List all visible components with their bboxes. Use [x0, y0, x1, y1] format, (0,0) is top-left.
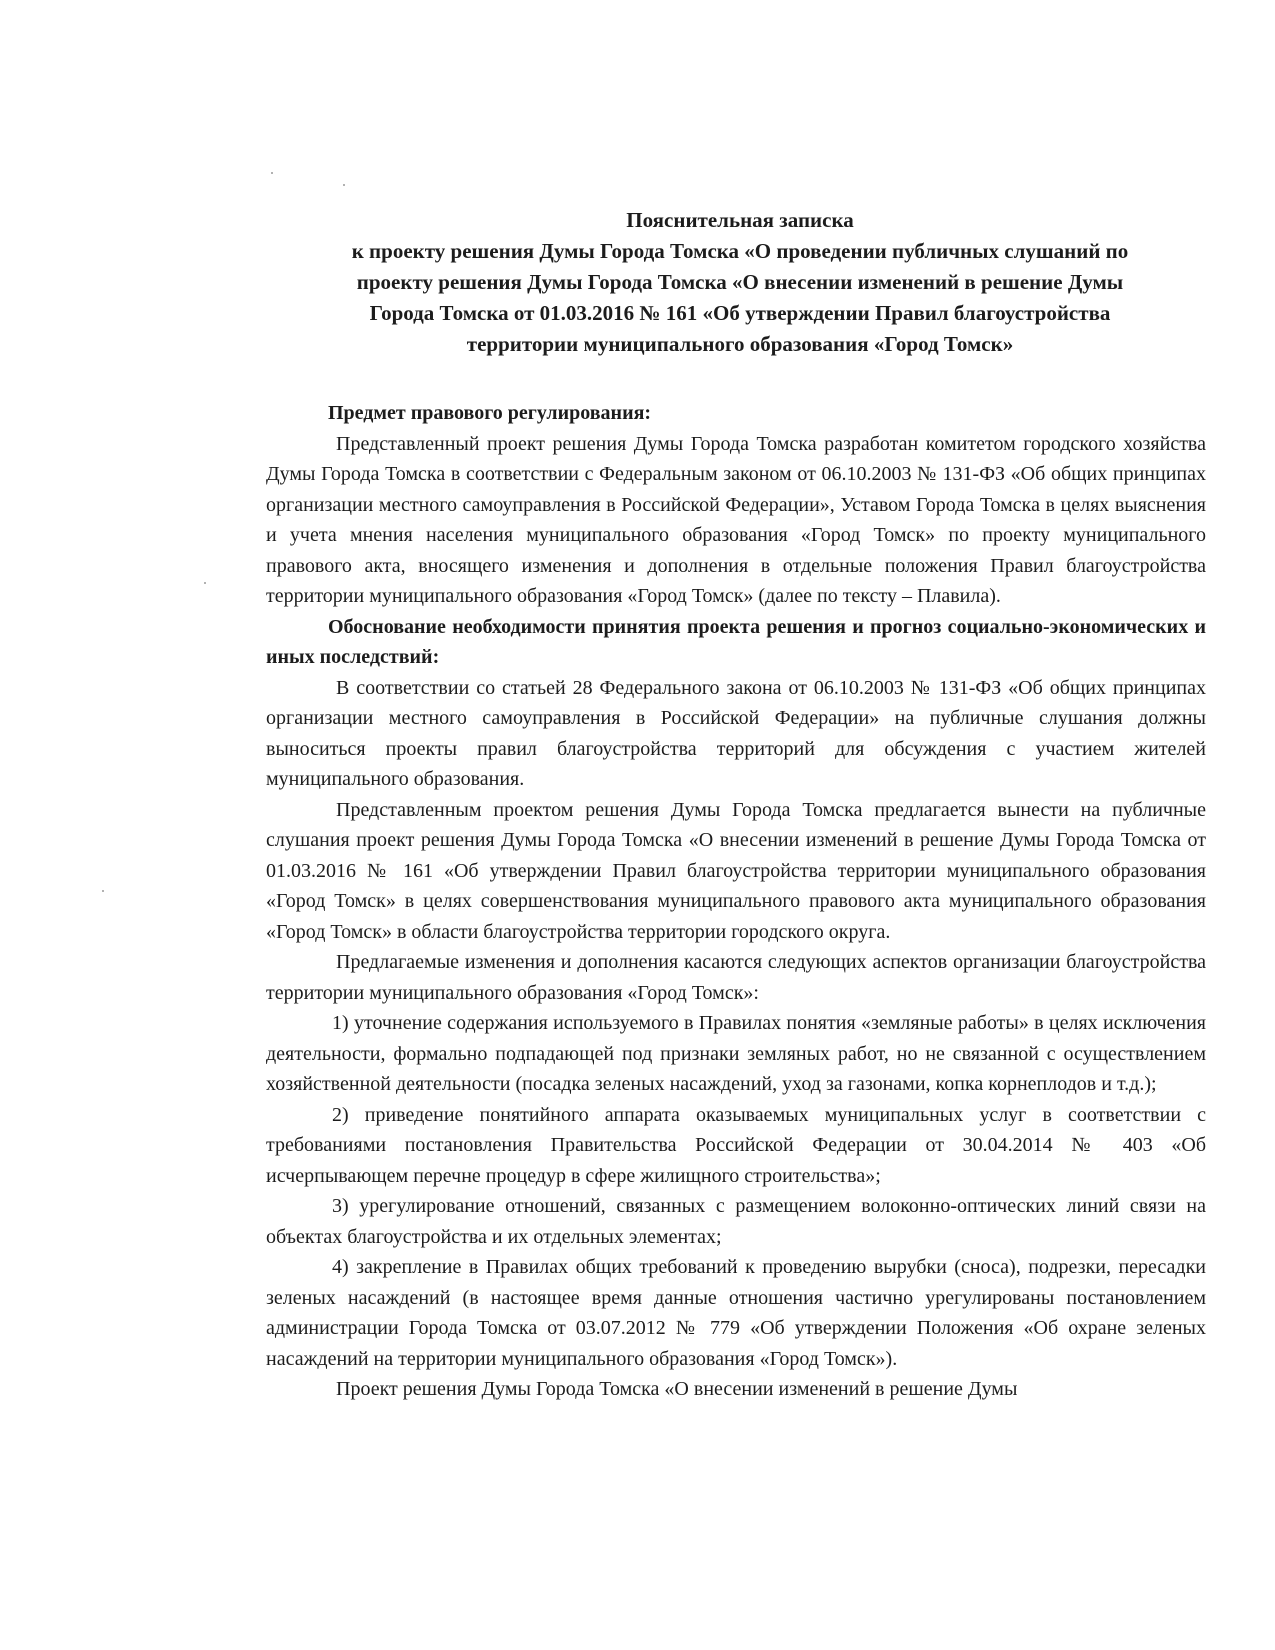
scan-speck	[102, 890, 104, 892]
paragraph: Предлагаемые изменения и дополнения касаются следующих аспектов организации благоустройства территории муниципального образования «Город Томск»:	[266, 951, 1206, 1004]
section-heading: Предмет правового регулирования:	[328, 402, 652, 424]
list-item: 4) закрепление в Правилах общих требований к проведению вырубки (сноса), подрезки, пересадки зеленых насаждений (в настоящее время данные отношения частично урегулированы постановлением администрации Города Томска от 03.07.2012 № 779 «Об утверждении Положения «Об охране зеленых насаждений на территории муниципального образования «Город Томск»).	[266, 1256, 1206, 1370]
title-line: к проекту решения Думы Города Томска «О проведении публичных слушаний по	[351, 239, 1129, 263]
title-line: Пояснительная записка	[626, 208, 854, 232]
document-title	[280, 205, 1200, 360]
scan-speck	[271, 172, 273, 174]
list-item: 3) урегулирование отношений, связанных с размещением волоконно-оптических линий связи на объектах благоустройства и их отдельных элементах;	[266, 1195, 1206, 1248]
list-item: 2) приведение понятийного аппарата оказываемых муниципальных услуг в соответствии с требованиями постановления Правительства Российской Федерации от 30.04.2014 № 403 «Об исчерпывающем перечне процедур в сфере жилищного строительства»;	[266, 1103, 1206, 1187]
section-heading: Обоснование необходимости принятия проекта решения и прогноз социально-экономических и иных последствий:	[266, 615, 1206, 668]
title-line: Города Томска от 01.03.2016 № 161 «Об утверждении Правил благоустройства	[369, 301, 1111, 325]
paragraph: В соответствии со статьей 28 Федерального закона от 06.10.2003 № 131-ФЗ «Об общих принципах организации местного самоуправления в Российской Федерации» на публичные слушания должны выноситься проекты правил благоустройства территорий для обсуждения с участием жителей муниципального образования.	[266, 676, 1206, 790]
list-item: 1) уточнение содержания используемого в Правилах понятия «земляные работы» в целях исключения деятельности, формально подпадающей под признаки земляных работ, но не связанной с осуществлением хозяйственной деятельности (посадка зеленых насаждений, уход за газонами, копка корнеплодов и т.д.);	[266, 1012, 1206, 1095]
scan-speck	[204, 582, 206, 584]
paragraph: Проект решения Думы Города Томска «О внесении изменений в решение Думы	[336, 1378, 1018, 1400]
title-line: проекту решения Думы Города Томска «О внесении изменений в решение Думы	[356, 270, 1124, 294]
title-line: территории муниципального образования «Город Томск»	[466, 332, 1014, 356]
paragraph: Представленный проект решения Думы Города Томска разработан комитетом городского хозяйства Думы Города Томска в соответствии с Федеральным законом от 06.10.2003 № 131-ФЗ «Об общих принципах организации местного самоуправления в Российской Федерации», Уставом Города Томска в целях выяснения и учета мнения населения муниципального образования «Город Томск» по проекту муниципального правового акта, вносящего изменения и дополнения в отдельные положения Правил благоустройства территории муниципального образования «Город Томск» (далее по тексту – Плавила).	[266, 432, 1206, 607]
document-body	[266, 398, 1206, 1405]
scan-speck	[343, 184, 345, 186]
paragraph: Представленным проектом решения Думы Города Томска предлагается вынести на публичные слушания проект решения Думы Города Томска «О внесении изменений в решение Думы Города Томска от 01.03.2016 № 161 «Об утверждении Правил благоустройства территории муниципального образования «Город Томск» в целях совершенствования муниципального правового акта муниципального образования «Город Томск» в области благоустройства территории городского округа.	[266, 798, 1206, 943]
